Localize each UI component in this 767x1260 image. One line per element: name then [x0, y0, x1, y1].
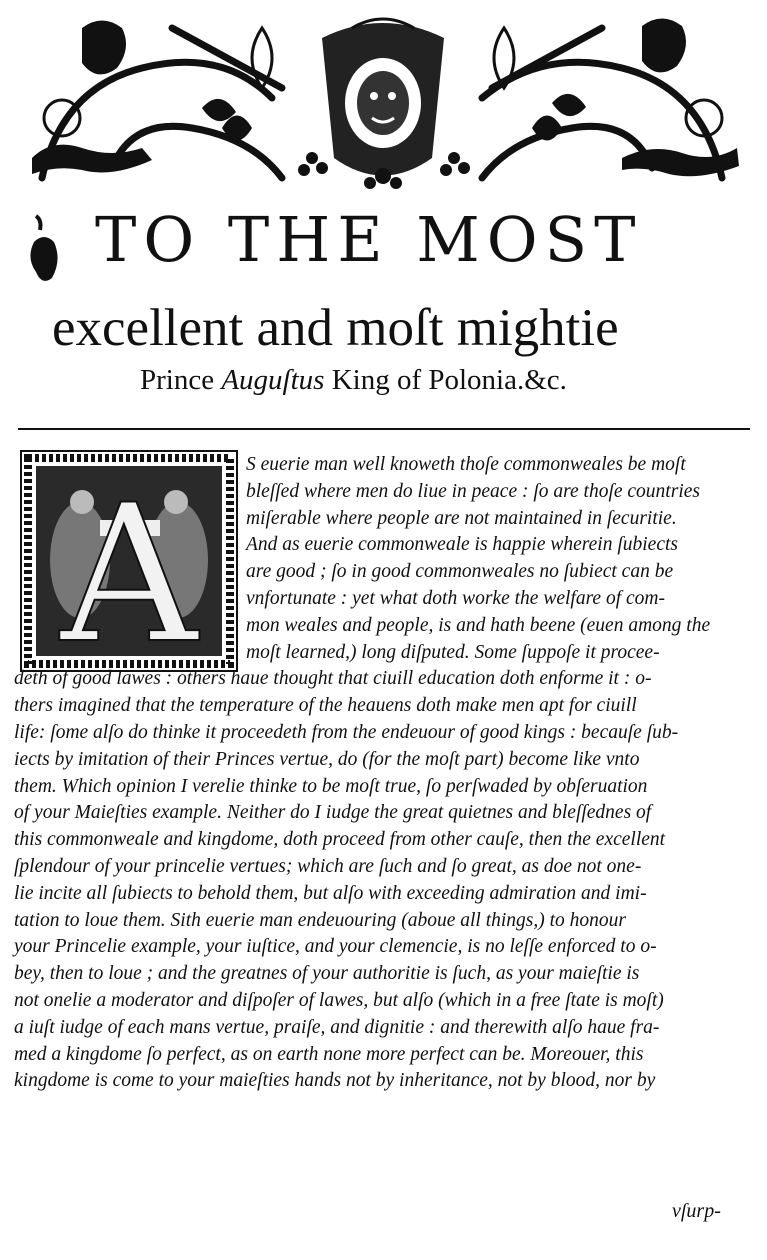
hedera-leaf-ornament [28, 210, 62, 290]
body-line: of your Maieſties example. Neither do I iudge the great quietnes and bleſſednes of [14, 802, 652, 824]
body-line: tation to loue them. Sith euerie man endeuouring (aboue all things,) to honour [14, 909, 627, 931]
body-line: ſplendour of your princelie vertues; which are ſuch and ſo great, as doe not one- [14, 856, 642, 877]
body-line: mon weales and people, is and hath beene (euen among the [246, 614, 711, 636]
body-line: this commonweale and kingdome, doth proceed from other cauſe, then the excellent [14, 829, 666, 851]
body-line: life: ſome alſo do thinke it proceedeth from the endeuour of good kings : becauſe ſub- [14, 722, 679, 743]
catchword: vſurp- [672, 1200, 721, 1222]
body-line: thers imagined that the temperature of the heauens doth make men apt for ciuill [14, 695, 637, 717]
title-line-3-prefix: Prince [140, 364, 222, 396]
body-line: med a kingdome ſo perfect, as on earth none more perfect can be. Moreouer, this [14, 1043, 644, 1065]
body-line: vnfortunate : yet what doth worke the welfare of com- [246, 588, 665, 609]
body-line: moſt learned,) long diſputed. Some ſuppoſe it procee- [246, 641, 660, 663]
title-line-3 [140, 360, 700, 400]
woodcut-headpiece-ornament [22, 8, 744, 198]
body-line: are good ; ſo in good commonweales no ſubiect can be [246, 561, 674, 583]
body-line: And as euerie commonweale is happie wherein ſubiects [246, 534, 678, 556]
initial-letter: A [60, 464, 198, 672]
body-line: deth of good lawes : others haue thought that ciuill education doth enforme it : o- [14, 668, 652, 690]
title-line-1: TO THE MOST [95, 203, 643, 276]
body-line: miſerable where people are not maintained in ſecuritie. [246, 507, 677, 529]
body-line: bleſſed where men do liue in peace : ſo are thoſe countries [246, 480, 700, 502]
body-line: kingdome is come to your maieſties hands not by inheritance, not by blood, nor by [14, 1070, 656, 1092]
body-line: them. Which opinion I verelie thinke to be moſt true, ſo perſwaded by obſeruation [14, 775, 648, 797]
title-line-3-suffix: King of Polonia.&c. [324, 364, 567, 396]
title-line-2: excellent and moſt mightie [52, 299, 619, 357]
body-line: S euerie man well knoweth thoſe commonweales be moſt [246, 454, 686, 475]
decorated-initial [20, 450, 238, 672]
body-line: a iuſt iudge of each mans vertue, praiſe, and dignitie : and therewith alſo haue fra- [14, 1016, 660, 1038]
body-line: your Princelie example, your iuſtice, and your clemencie, is no leſſe enforced to o- [14, 936, 657, 958]
body-line: not onelie a moderator and diſpoſer of lawes, but alſo (which in a free ſtate is moſt) [14, 990, 664, 1011]
horizontal-rule [18, 428, 750, 430]
title-line-3-name: Auguſtus [221, 364, 325, 396]
body-line: iects by imitation of their Princes vertue, do (for the moſt part) become like vnto [14, 748, 640, 770]
body-line: bey, then to loue ; and the greatnes of your authoritie is ſuch, as your maieſtie is [14, 963, 640, 985]
body-line: lie incite all ſubiects to behold them, but alſo with exceeding admiration and imi- [14, 882, 647, 904]
